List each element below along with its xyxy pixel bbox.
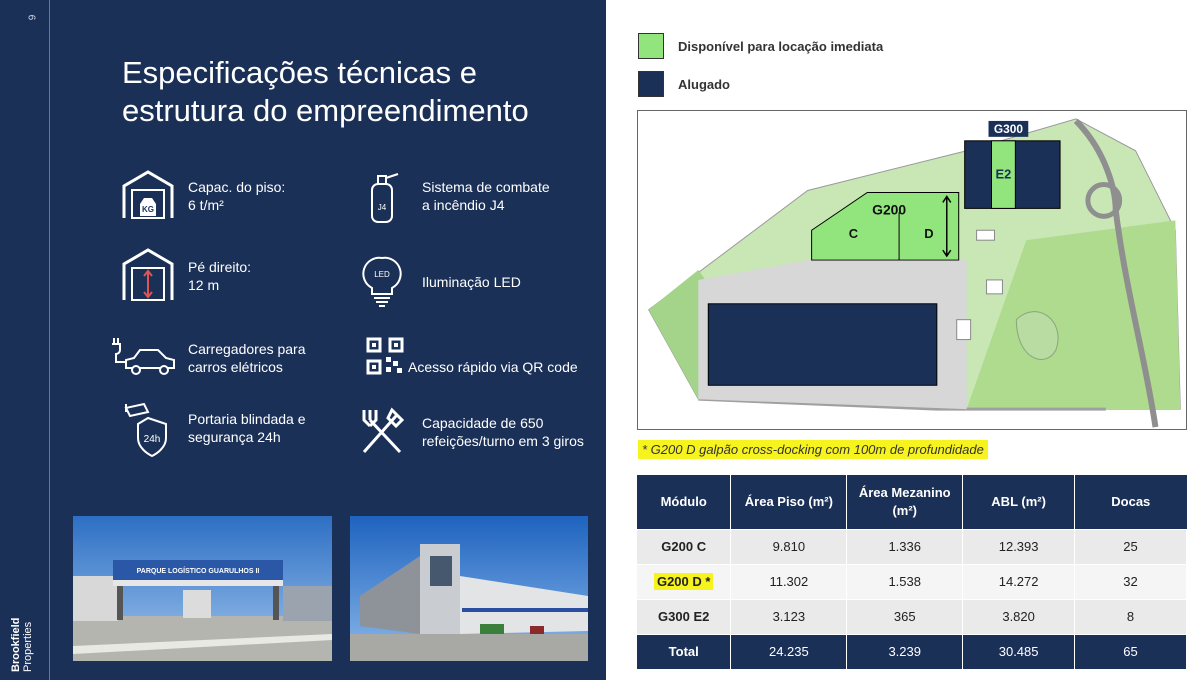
cell-mezzanine-area: 365 (847, 599, 963, 634)
map-label-d: D (924, 226, 934, 242)
specs-table (637, 475, 1187, 669)
feature-line: Carregadores para (188, 341, 306, 357)
feature-line: Pé direito: (188, 259, 252, 275)
ceiling-height-icon (118, 246, 178, 306)
map-label-c: C (848, 226, 859, 242)
brand-subtitle: Properties (22, 621, 34, 672)
table-row (637, 529, 1187, 564)
warehouse-kg-icon (118, 166, 178, 226)
qr-code-icon (366, 337, 404, 375)
feature-line: Capac. do piso: (188, 179, 286, 195)
cell-total-abl: 30.485 (963, 634, 1075, 669)
page-title (122, 54, 582, 130)
legend-label-available: Disponível para locação imediata (678, 38, 884, 54)
table-row (637, 599, 1187, 634)
table-total-row (637, 634, 1187, 669)
legend-label-rented: Alugado (678, 76, 730, 92)
svg-text:KG: KG (142, 205, 154, 214)
cell-abl: 12.393 (963, 529, 1075, 564)
feature-fire-system (352, 166, 612, 226)
table-row (637, 564, 1187, 599)
led-bulb-icon (352, 252, 412, 312)
cell-docks: 8 (1075, 599, 1187, 634)
cell-total-floor-area: 24.235 (731, 634, 847, 669)
feature-line: refeições/turno em 3 giros (422, 433, 584, 449)
fork-knife-icon (352, 402, 412, 462)
brand-name: Brookfield (10, 617, 22, 672)
legend-rented (638, 71, 730, 97)
highlighted-module: G200 D * (654, 573, 713, 590)
col-header-module: Módulo (637, 475, 731, 529)
cell-module: G300 E2 (637, 599, 731, 634)
cell-total-mezzanine-area: 3.239 (847, 634, 963, 669)
col-header-docks: Docas (1075, 475, 1187, 529)
feature-led (352, 252, 612, 312)
feature-qr-code (366, 336, 598, 376)
site-plan-map (637, 110, 1187, 430)
cell-module (637, 564, 731, 599)
electric-car-icon (110, 328, 178, 388)
feature-line: Iluminação LED (422, 274, 521, 290)
title-line-2: estrutura do empreendimento (122, 93, 529, 128)
map-label-g200: G200 (872, 201, 907, 218)
gate-sign-text: PARQUE LOGÍSTICO GUARULHOS II (136, 568, 260, 575)
cell-floor-area: 3.123 (731, 599, 847, 634)
table-header-row (637, 475, 1187, 529)
warehouse-photo (350, 516, 588, 661)
cell-abl: 14.272 (963, 564, 1075, 599)
feature-ev-chargers (110, 328, 358, 388)
feature-floor-capacity (118, 166, 358, 226)
cell-docks: 25 (1075, 529, 1187, 564)
feature-line: 12 m (188, 277, 220, 293)
side-rail (0, 0, 50, 680)
col-header-mezzanine-area: Área Mezanino (m²) (847, 475, 963, 529)
col-header-abl: ABL (m²) (963, 475, 1075, 529)
cell-total-docks: 65 (1075, 634, 1187, 669)
cell-mezzanine-area: 1.538 (847, 564, 963, 599)
feature-line: Capacidade de 650 (422, 415, 544, 431)
cell-floor-area: 11.302 (731, 564, 847, 599)
feature-line: 6 t/m² (188, 197, 224, 213)
title-line-1: Especificações técnicas e (122, 55, 477, 90)
feature-line: a incêndio J4 (422, 197, 505, 213)
cell-total-label: Total (637, 634, 731, 669)
cross-docking-note: * G200 D galpão cross-docking com 100m de profundidade (638, 440, 988, 459)
feature-line: segurança 24h (188, 429, 281, 445)
cell-floor-area: 9.810 (731, 529, 847, 564)
feature-restaurant (352, 402, 612, 462)
fire-extinguisher-icon (352, 166, 412, 226)
cell-module: G200 C (637, 529, 731, 564)
feature-ceiling-height (118, 246, 358, 306)
legend-swatch-rented (638, 71, 664, 97)
cell-docks: 32 (1075, 564, 1187, 599)
page-number: 9 (27, 14, 39, 21)
legend-swatch-available (638, 33, 664, 59)
feature-line: carros elétricos (188, 359, 283, 375)
col-header-floor-area: Área Piso (m²) (731, 475, 847, 529)
map-label-g300: G300 (993, 121, 1023, 136)
gate-photo (73, 516, 332, 661)
legend-available (638, 33, 883, 59)
feature-line: Sistema de combate (422, 179, 550, 195)
brand-logo (10, 592, 34, 672)
cell-abl: 3.820 (963, 599, 1075, 634)
cell-mezzanine-area: 1.336 (847, 529, 963, 564)
svg-text:J4: J4 (377, 203, 387, 212)
feature-line: Portaria blindada e (188, 411, 306, 427)
feature-line: Acesso rápido via QR code (408, 359, 578, 375)
feature-security (118, 398, 358, 458)
security-camera-24h-icon (118, 398, 178, 458)
svg-text:LED: LED (374, 270, 390, 279)
svg-text:24h: 24h (143, 434, 161, 445)
map-label-e2: E2 (995, 166, 1012, 182)
